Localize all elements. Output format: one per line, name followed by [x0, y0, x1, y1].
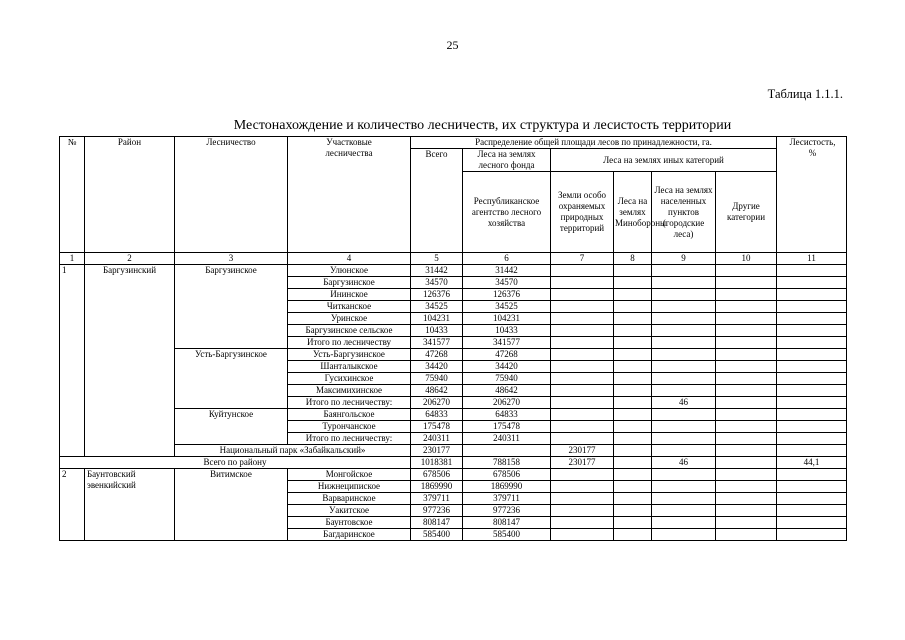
rayon-number: 1: [60, 265, 85, 457]
minoborony-value: [614, 265, 652, 277]
oopt-value: [551, 265, 614, 277]
minoborony-value: [614, 409, 652, 421]
uchastok-name: Монгойское: [288, 469, 411, 481]
lesistost-value: [777, 289, 847, 301]
resp-value: 1869990: [463, 481, 551, 493]
uchastok-name: Читканское: [288, 301, 411, 313]
lesistost-value: [777, 373, 847, 385]
minoborony-value: [614, 505, 652, 517]
oopt-value: [551, 277, 614, 289]
resp-value: 240311: [463, 433, 551, 445]
minoborony-value: [614, 421, 652, 433]
naselennye-value: [652, 337, 716, 349]
col-number: 7: [551, 253, 614, 265]
header-lesistost: Лесистость, %: [777, 137, 847, 253]
oopt-value: 230177: [551, 457, 614, 469]
resp-value: 788158: [463, 457, 551, 469]
drugie-value: [716, 493, 777, 505]
total-value: 64833: [411, 409, 463, 421]
uchastok-name: Гусихинское: [288, 373, 411, 385]
minoborony-value: [614, 529, 652, 541]
drugie-value: [716, 433, 777, 445]
subtotal-label: Итого по лесничеству: [288, 337, 411, 349]
lesistost-value: [777, 493, 847, 505]
lesistost-value: [777, 337, 847, 349]
oopt-value: [551, 397, 614, 409]
uchastok-name: Уакитское: [288, 505, 411, 517]
resp-value: 47268: [463, 349, 551, 361]
minoborony-value: [614, 277, 652, 289]
total-value: 34570: [411, 277, 463, 289]
minoborony-value: [614, 289, 652, 301]
subtotal-label: Итого по лесничеству:: [288, 397, 411, 409]
lesistost-value: [777, 409, 847, 421]
uchastok-name: Максимихинское: [288, 385, 411, 397]
oopt-value: [551, 289, 614, 301]
table-title: Местонахождение и количество лесничеств, их структура и лесистость территории: [233, 118, 732, 133]
uchastok-name: Варваринское: [288, 493, 411, 505]
header-lesa-inyh: Леса на землях иных категорий: [551, 149, 777, 172]
uchastok-name: Баянгольское: [288, 409, 411, 421]
oopt-value: [551, 337, 614, 349]
oopt-value: [551, 493, 614, 505]
uchastok-name: Баргузинское сельское: [288, 325, 411, 337]
lesnichestvo-name: Баргузинское: [175, 265, 288, 349]
header-naselennye: Леса на землях населенных пунктов (городские леса): [652, 172, 716, 253]
minoborony-value: [614, 361, 652, 373]
naselennye-value: [652, 445, 716, 457]
naselennye-value: [652, 433, 716, 445]
total-value: 104231: [411, 313, 463, 325]
rayon-name: Баргузинский: [85, 265, 175, 457]
col-number: 10: [716, 253, 777, 265]
lesistost-value: [777, 325, 847, 337]
rayon-number: 2: [60, 469, 85, 541]
drugie-value: [716, 325, 777, 337]
drugie-value: [716, 397, 777, 409]
naselennye-value: [652, 529, 716, 541]
drugie-value: [716, 529, 777, 541]
oopt-value: [551, 385, 614, 397]
uchastok-name: Турончанское: [288, 421, 411, 433]
oopt-value: [551, 349, 614, 361]
resp-value: 977236: [463, 505, 551, 517]
header-zemli-oopt: Земли особо охраняемых природных территорий: [551, 172, 614, 253]
uchastok-name: Шанталыкское: [288, 361, 411, 373]
minoborony-value: [614, 493, 652, 505]
oopt-value: [551, 529, 614, 541]
total-value: 808147: [411, 517, 463, 529]
naselennye-value: [652, 301, 716, 313]
subtotal-label: Итого по лесничеству:: [288, 433, 411, 445]
oopt-value: [551, 361, 614, 373]
lesistost-value: [777, 421, 847, 433]
lesistost-value: [777, 505, 847, 517]
drugie-value: [716, 277, 777, 289]
naselennye-value: [652, 349, 716, 361]
lesistost-value: [777, 301, 847, 313]
resp-value: 34570: [463, 277, 551, 289]
naselennye-value: [652, 481, 716, 493]
resp-value: 75940: [463, 373, 551, 385]
oopt-value: [551, 481, 614, 493]
naselennye-value: [652, 313, 716, 325]
uchastok-name: Баргузинское: [288, 277, 411, 289]
total-value: 230177: [411, 445, 463, 457]
page-number: 25: [446, 38, 459, 52]
drugie-value: [716, 361, 777, 373]
minoborony-value: [614, 349, 652, 361]
naselennye-value: [652, 505, 716, 517]
col-number: 5: [411, 253, 463, 265]
header-resp-agentstvo: Республиканское агентство лесного хозяйства: [463, 172, 551, 253]
drugie-value: [716, 373, 777, 385]
resp-value: 175478: [463, 421, 551, 433]
header-rayon: Район: [85, 137, 175, 253]
uchastok-name: Ининское: [288, 289, 411, 301]
drugie-value: [716, 445, 777, 457]
minoborony-value: [614, 433, 652, 445]
lesistost-value: [777, 397, 847, 409]
resp-value: 808147: [463, 517, 551, 529]
col-number: 1: [60, 253, 85, 265]
lesistost-value: [777, 469, 847, 481]
total-value: 31442: [411, 265, 463, 277]
table-row: [60, 349, 847, 361]
resp-value: 126376: [463, 289, 551, 301]
lesistost-value: [777, 481, 847, 493]
drugie-value: [716, 457, 777, 469]
oopt-value: [551, 313, 614, 325]
drugie-value: [716, 505, 777, 517]
resp-value: 48642: [463, 385, 551, 397]
drugie-value: [716, 289, 777, 301]
naselennye-value: 46: [652, 457, 716, 469]
header-uchastkovye: Участковые лесничества: [288, 137, 411, 253]
total-value: 585400: [411, 529, 463, 541]
total-value: 34420: [411, 361, 463, 373]
total-value: 10433: [411, 325, 463, 337]
col-number: 8: [614, 253, 652, 265]
table-row: [60, 409, 847, 421]
lesistost-value: [777, 265, 847, 277]
naselennye-value: [652, 517, 716, 529]
oopt-value: [551, 301, 614, 313]
rayon-total-label: Всего по району: [60, 457, 411, 469]
drugie-value: [716, 481, 777, 493]
header-no: №: [60, 137, 85, 253]
minoborony-value: [614, 325, 652, 337]
total-value: 678506: [411, 469, 463, 481]
col-number: 6: [463, 253, 551, 265]
minoborony-value: [614, 517, 652, 529]
oopt-value: [551, 409, 614, 421]
drugie-value: [716, 313, 777, 325]
lesistost-value: [777, 385, 847, 397]
lesistost-value: [777, 277, 847, 289]
uchastok-name: Баунтовское: [288, 517, 411, 529]
naselennye-value: [652, 409, 716, 421]
total-value: 977236: [411, 505, 463, 517]
uchastok-name: Уринское: [288, 313, 411, 325]
resp-value: [463, 445, 551, 457]
lesistost-value: [777, 361, 847, 373]
uchastok-name: Улюнское: [288, 265, 411, 277]
resp-value: 10433: [463, 325, 551, 337]
forestry-table: [59, 136, 847, 541]
minoborony-value: [614, 301, 652, 313]
resp-value: 678506: [463, 469, 551, 481]
lesistost-value: [777, 445, 847, 457]
resp-value: 31442: [463, 265, 551, 277]
minoborony-value: [614, 457, 652, 469]
naselennye-value: [652, 469, 716, 481]
minoborony-value: [614, 385, 652, 397]
oopt-value: [551, 517, 614, 529]
drugie-value: [716, 265, 777, 277]
table-row: [60, 457, 847, 469]
table-row: [60, 445, 847, 457]
oopt-value: 230177: [551, 445, 614, 457]
header-vsego: Всего: [411, 149, 463, 253]
naselennye-value: [652, 277, 716, 289]
header-lesa-fond: Леса на землях лесного фонда: [463, 149, 551, 172]
minoborony-value: [614, 469, 652, 481]
minoborony-value: [614, 397, 652, 409]
naselennye-value: [652, 421, 716, 433]
naselennye-value: [652, 385, 716, 397]
total-value: 48642: [411, 385, 463, 397]
naselennye-value: [652, 493, 716, 505]
resp-value: 585400: [463, 529, 551, 541]
national-park-label: Национальный парк «Забайкальский»: [175, 445, 411, 457]
drugie-value: [716, 469, 777, 481]
drugie-value: [716, 301, 777, 313]
total-value: 1869990: [411, 481, 463, 493]
header-drugie: Другие категории: [716, 172, 777, 253]
uchastok-name: Усть-Баргузинское: [288, 349, 411, 361]
drugie-value: [716, 421, 777, 433]
oopt-value: [551, 433, 614, 445]
naselennye-value: [652, 265, 716, 277]
total-value: 240311: [411, 433, 463, 445]
drugie-value: [716, 517, 777, 529]
naselennye-value: 46: [652, 397, 716, 409]
col-number: 4: [288, 253, 411, 265]
header-lesnichestvo: Лесничество: [175, 137, 288, 253]
lesistost-value: 44,1: [777, 457, 847, 469]
lesistost-value: [777, 313, 847, 325]
oopt-value: [551, 421, 614, 433]
oopt-value: [551, 373, 614, 385]
minoborony-value: [614, 445, 652, 457]
naselennye-value: [652, 361, 716, 373]
oopt-value: [551, 325, 614, 337]
drugie-value: [716, 385, 777, 397]
naselennye-value: [652, 289, 716, 301]
total-value: 379711: [411, 493, 463, 505]
oopt-value: [551, 469, 614, 481]
naselennye-value: [652, 373, 716, 385]
table-row: [60, 469, 847, 481]
minoborony-value: [614, 481, 652, 493]
lesistost-value: [777, 529, 847, 541]
col-number: 3: [175, 253, 288, 265]
lesistost-value: [777, 517, 847, 529]
header-minoborony: Леса на землях Минобороны: [614, 172, 652, 253]
header-raspredelenie: Распределение общей площади лесов по принадлежности, га.: [411, 137, 777, 149]
lesnichestvo-name: Куйтунское: [175, 409, 288, 445]
total-value: 34525: [411, 301, 463, 313]
minoborony-value: [614, 313, 652, 325]
total-value: 206270: [411, 397, 463, 409]
uchastok-name: Нижнеципиское: [288, 481, 411, 493]
drugie-value: [716, 337, 777, 349]
resp-value: 206270: [463, 397, 551, 409]
lesnichestvo-name: Усть-Баргузинское: [175, 349, 288, 409]
resp-value: 379711: [463, 493, 551, 505]
total-value: 341577: [411, 337, 463, 349]
total-value: 126376: [411, 289, 463, 301]
lesnichestvo-name: Витимское: [175, 469, 288, 541]
drugie-value: [716, 349, 777, 361]
lesistost-value: [777, 433, 847, 445]
resp-value: 341577: [463, 337, 551, 349]
total-value: 175478: [411, 421, 463, 433]
minoborony-value: [614, 373, 652, 385]
col-number: 9: [652, 253, 716, 265]
table-row: [60, 265, 847, 277]
rayon-name: Баунтовский эвенкийский: [85, 469, 175, 541]
minoborony-value: [614, 337, 652, 349]
total-value: 1018381: [411, 457, 463, 469]
col-number: 11: [777, 253, 847, 265]
resp-value: 104231: [463, 313, 551, 325]
table-label: Таблица 1.1.1.: [767, 87, 843, 101]
resp-value: 34525: [463, 301, 551, 313]
uchastok-name: Багдаринское: [288, 529, 411, 541]
total-value: 75940: [411, 373, 463, 385]
total-value: 47268: [411, 349, 463, 361]
resp-value: 34420: [463, 361, 551, 373]
naselennye-value: [652, 325, 716, 337]
oopt-value: [551, 505, 614, 517]
drugie-value: [716, 409, 777, 421]
lesistost-value: [777, 349, 847, 361]
resp-value: 64833: [463, 409, 551, 421]
col-number: 2: [85, 253, 175, 265]
